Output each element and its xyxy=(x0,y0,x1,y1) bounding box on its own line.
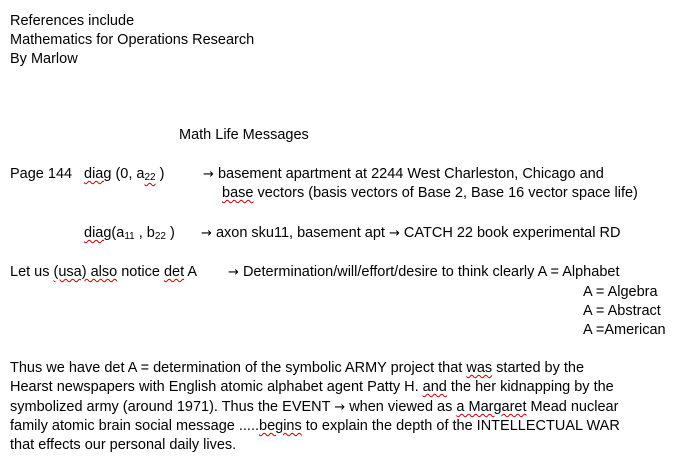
thus-line-2: Hearst newspapers with English atomic alphabet agent Patty H. and the her kidnapping by the xyxy=(10,379,614,395)
base-vectors-text: base vectors (basis vectors of Base 2, Base 16 vector space life) xyxy=(222,185,638,201)
determination-text: → Determination/will/effort/desire to think clearly A = Alphabet xyxy=(228,264,620,280)
right-arrow-icon: → xyxy=(334,400,346,415)
thus-line-1: Thus we have det A = determination of the symbolic ARMY project that was started by the xyxy=(10,360,585,376)
reference-line-2: Mathematics for Operations Research xyxy=(10,32,255,48)
diag-expression-2: $diag(a_{11}$ , $b_{22}$ ) xyxy=(84,225,175,242)
a-abstract: A = Abstract xyxy=(583,303,661,319)
a-algebra: A = Algebra xyxy=(583,284,658,300)
right-arrow-icon: → xyxy=(388,226,400,241)
diag-word: diag xyxy=(84,166,112,182)
diag-expression-1: diag (0, $a_{22}$ ) xyxy=(84,166,165,183)
thus-line-5: that effects our personal daily lives. xyxy=(10,437,237,453)
diag-word: diag xyxy=(84,225,112,241)
subscript-22: 22 xyxy=(144,172,156,183)
thus-line-3: symbolized army (around 1971). Thus the EVENT → when viewed as a Margaret Mead nuclear xyxy=(10,399,619,415)
right-arrow-icon: → xyxy=(201,226,212,241)
right-arrow-icon: → xyxy=(228,265,239,280)
document-title: Math Life Messages xyxy=(179,127,309,143)
let-us-notice-line: Let us (usa) also notice det A xyxy=(10,264,198,280)
thus-line-4: family atomic brain social message .....begins to explain the depth of the INTELLECTUAL WAR xyxy=(10,418,620,434)
axon-text: → axon sku11, basement apt → CATCH 22 book experimental RD xyxy=(201,225,621,241)
right-arrow-icon: → xyxy=(203,167,214,182)
page-144-label: Page 144 xyxy=(10,166,73,182)
a-american: A =American xyxy=(583,322,666,338)
reference-line-1: References include xyxy=(10,13,135,29)
basement-apartment-text: → basement apartment at 2244 West Charleston, Chicago and xyxy=(203,166,604,182)
reference-line-3: By Marlow xyxy=(10,51,78,67)
